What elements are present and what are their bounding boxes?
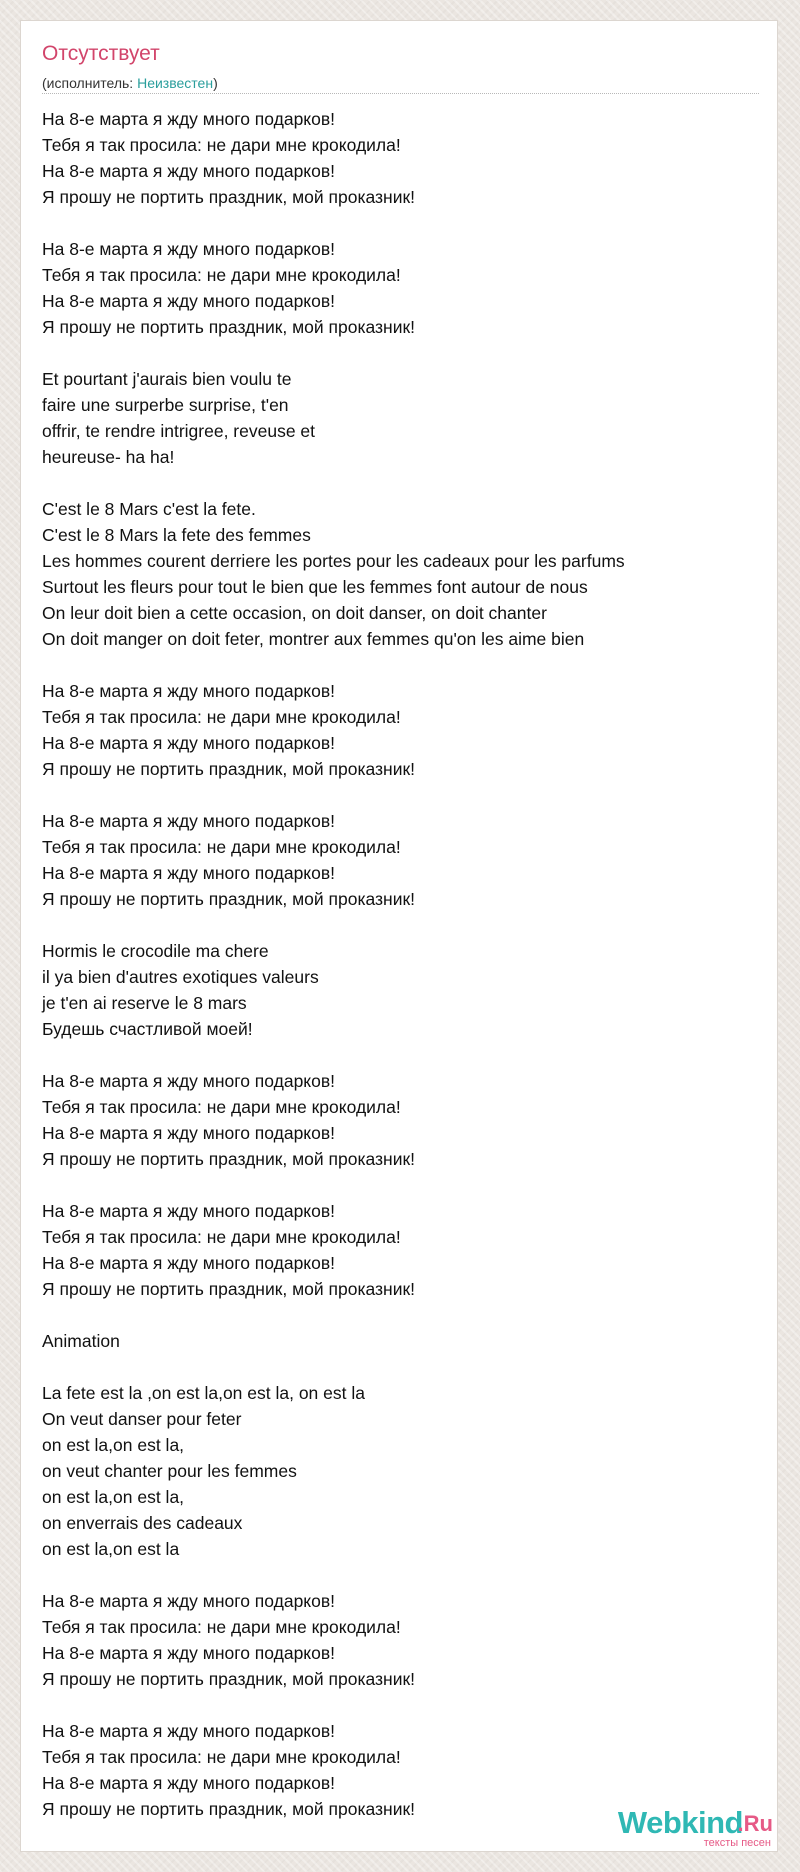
logo-tagline: тексты песен — [703, 1837, 771, 1849]
lyrics-line: На 8-е марта я жду много подарков! — [42, 863, 336, 883]
lyrics-line: Тебя я так просила: не дари мне крокодила! — [42, 135, 401, 155]
lyrics-line: Я прошу не портить праздник, мой проказник! — [42, 1669, 416, 1689]
lyrics-line: Я прошу не портить праздник, мой проказник! — [42, 1279, 416, 1299]
lyrics-stanza — [42, 678, 762, 782]
lyrics-stanza — [42, 1588, 762, 1692]
lyrics-line: Тебя я так просила: не дари мне крокодила! — [42, 1747, 401, 1767]
lyrics-line: Я прошу не портить праздник, мой проказник! — [42, 759, 416, 779]
lyrics-line: Будешь счастливой моей! — [42, 1019, 253, 1039]
lyrics-line: На 8-е марта я жду много подарков! — [42, 291, 336, 311]
lyrics-line: La fete est la ,on est la,on est la, on est la — [42, 1383, 365, 1403]
lyrics-line: Тебя я так просила: не дари мне крокодила! — [42, 1097, 401, 1117]
lyrics-line: Тебя я так просила: не дари мне крокодила! — [42, 1617, 401, 1637]
lyrics-stanza — [42, 1380, 762, 1562]
artist-suffix: ) — [213, 75, 218, 91]
lyrics-line: on enverrais des cadeaux — [42, 1513, 243, 1533]
lyrics-stanza — [42, 1198, 762, 1302]
lyrics-line: На 8-е марта я жду много подарков! — [42, 1253, 336, 1273]
lyrics-line: C'est le 8 Mars c'est la fete. — [42, 499, 256, 519]
lyrics-line: На 8-е марта я жду много подарков! — [42, 1123, 336, 1143]
lyrics-line: На 8-е марта я жду много подарков! — [42, 733, 336, 753]
lyrics-line: heureuse- ha ha! — [42, 447, 175, 467]
lyrics-line: Тебя я так просила: не дари мне крокодила! — [42, 265, 401, 285]
lyrics-line: Тебя я так просила: не дари мне крокодила! — [42, 837, 401, 857]
lyrics-stanza — [42, 366, 762, 470]
site-logo[interactable] — [583, 1806, 773, 1848]
lyrics-line: On veut danser pour feter — [42, 1409, 242, 1429]
lyrics-line: On doit manger on doit feter, montrer aux femmes qu'on les aime bien — [42, 629, 585, 649]
lyrics-line: on est la,on est la, — [42, 1435, 185, 1455]
lyrics-line: На 8-е марта я жду много подарков! — [42, 1201, 336, 1221]
lyrics-line: Тебя я так просила: не дари мне крокодила! — [42, 1227, 401, 1247]
lyrics-stanza — [42, 1068, 762, 1172]
song-title: Отсутствует — [42, 42, 160, 65]
artist-line — [42, 74, 218, 92]
lyrics-line: Animation — [42, 1331, 120, 1351]
lyrics-stanza — [42, 1328, 762, 1354]
lyrics-line: Тебя я так просила: не дари мне крокодила! — [42, 707, 401, 727]
lyrics-text — [42, 106, 762, 1822]
lyrics-stanza — [42, 496, 762, 652]
lyrics-line: Surtout les fleurs pour tout le bien que les femmes font autour de nous — [42, 577, 588, 597]
lyrics-line: faire une surperbe surprise, t'en — [42, 395, 289, 415]
lyrics-line: On leur doit bien a cette occasion, on doit danser, on doit chanter — [42, 603, 547, 623]
lyrics-line: Я прошу не портить праздник, мой проказник! — [42, 1799, 416, 1819]
lyrics-stanza — [42, 236, 762, 340]
lyrics-stanza — [42, 106, 762, 210]
artist-prefix: (исполнитель: — [42, 75, 138, 91]
logo-word: Webkind — [617, 1805, 743, 1840]
lyrics-line: Hormis le crocodile ma chere — [42, 941, 269, 961]
lyrics-line: Я прошу не портить праздник, мой проказник! — [42, 187, 416, 207]
lyrics-line: Et pourtant j'aurais bien voulu te — [42, 369, 292, 389]
lyrics-line: on veut chanter pour les femmes — [42, 1461, 297, 1481]
lyrics-line: C'est le 8 Mars la fete des femmes — [42, 525, 311, 545]
lyrics-line: on est la,on est la — [42, 1539, 180, 1559]
lyrics-line: На 8-е марта я жду много подарков! — [42, 1721, 336, 1741]
lyrics-line: Я прошу не портить праздник, мой проказник! — [42, 889, 416, 909]
lyrics-line: je t'en ai reserve le 8 mars — [42, 993, 247, 1013]
lyrics-line: На 8-е марта я жду много подарков! — [42, 1643, 336, 1663]
lyrics-line: offrir, te rendre intrigree, reveuse et — [42, 421, 316, 441]
lyrics-line: Я прошу не портить праздник, мой проказник! — [42, 1149, 416, 1169]
lyrics-card — [20, 20, 778, 1852]
lyrics-line: На 8-е марта я жду много подарков! — [42, 681, 336, 701]
lyrics-stanza — [42, 938, 762, 1042]
lyrics-line: На 8-е марта я жду много подарков! — [42, 1773, 336, 1793]
lyrics-line: На 8-е марта я жду много подарков! — [42, 1071, 336, 1091]
lyrics-line: il ya bien d'autres exotiques valeurs — [42, 967, 319, 987]
header-divider — [42, 93, 759, 94]
lyrics-line: Les hommes courent derriere les portes pour les cadeaux pour les parfums — [42, 551, 625, 571]
lyrics-line: На 8-е марта я жду много подарков! — [42, 1591, 336, 1611]
lyrics-line: На 8-е марта я жду много подарков! — [42, 161, 336, 181]
artist-link[interactable]: Неизвестен — [137, 75, 214, 91]
lyrics-line: Я прошу не портить праздник, мой проказник! — [42, 317, 416, 337]
lyrics-line: На 8-е марта я жду много подарков! — [42, 109, 336, 129]
lyrics-line: На 8-е марта я жду много подарков! — [42, 239, 336, 259]
logo-tld: .Ru — [737, 1811, 773, 1836]
lyrics-line: on est la,on est la, — [42, 1487, 185, 1507]
lyrics-line: На 8-е марта я жду много подарков! — [42, 811, 336, 831]
lyrics-stanza — [42, 808, 762, 912]
